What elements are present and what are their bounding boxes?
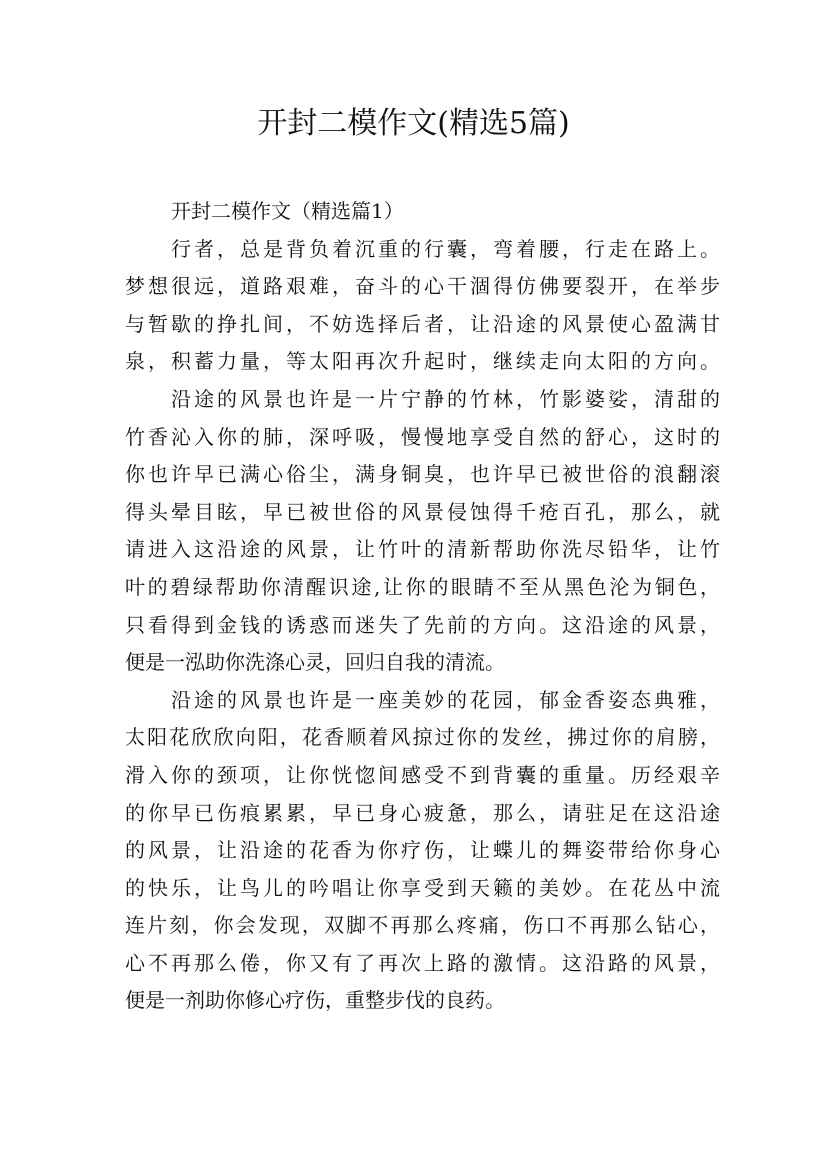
paragraph-line: 便是一剂助你修心疗伤，重整步伐的良药。 [125,988,505,1013]
paragraph-line: 请进入这沿途的风景，让竹叶的清新帮助你洗尽铅华，让竹 [125,537,720,562]
paragraph-line: 便是一泓助你洗涤心灵，回归自我的清流。 [125,650,505,675]
paragraph-line: 与暂歇的挣扎间，不妨选择后者，让沿途的风景使心盈满甘 [125,311,720,336]
paragraph-line: 沿途的风景也许是一座美妙的花园，郁金香姿态典雅， [171,687,720,712]
paragraph-line: 梦想很远，道路艰难，奋斗的心干涸得仿佛要裂开，在举步 [125,274,720,299]
paragraph-line: 心不再那么倦，你又有了再次上路的激情。这沿路的风景， [125,950,720,975]
paragraph-2 [125,381,720,682]
paragraph-line: 泉，积蓄力量，等太阳再次升起时，继续走向太阳的方向。 [125,349,720,374]
section-heading: 开封二模作文（精选篇1） [171,199,404,223]
paragraph-line: 太阳花欣欣向阳，花香顺着风掠过你的发丝，拂过你的肩膀， [125,725,720,750]
paragraph-line: 连片刻，你会发现，双脚不再那么疼痛，伤口不再那么钻心， [125,913,720,938]
paragraph-line: 的风景，让沿途的花香为你疗伤，让蝶儿的舞姿带给你身心 [125,838,720,863]
paragraph-line: 竹香沁入你的肺，深呼吸，慢慢地享受自然的舒心，这时的 [125,424,720,449]
paragraph-3 [125,682,720,1020]
paragraph-line: 行者，总是背负着沉重的行囊，弯着腰，行走在路上。 [171,236,720,261]
paragraph-line: 你也许早已满心俗尘，满身铜臭，也许早已被世俗的浪翻滚 [125,462,720,487]
paragraph-1 [125,231,720,381]
paragraph-line: 的你早已伤痕累累，早已身心疲惫，那么，请驻足在这沿途 [125,800,720,825]
paragraph-line: 得头晕目眩，早已被世俗的风景侵蚀得千疮百孔，那么，就 [125,499,720,524]
paragraph-line: 的快乐，让鸟儿的吟唱让你享受到天籁的美妙。在花丛中流 [125,875,720,900]
document-body [125,193,720,1020]
paragraph-line: 沿途的风景也许是一片宁静的竹林，竹影婆娑，清甜的 [171,386,720,411]
paragraph-line: 只看得到金钱的诱惑而迷失了先前的方向。这沿途的风景， [125,612,720,637]
paragraph-line: 叶的碧绿帮助你清醒识途,让你的眼睛不至从黑色沦为铜色， [125,574,720,599]
document-title: 开封二模作文(精选5篇) [257,106,570,141]
paragraph-line: 滑入你的颈项，让你恍惚间感受不到背囊的重量。历经艰辛 [125,762,720,787]
